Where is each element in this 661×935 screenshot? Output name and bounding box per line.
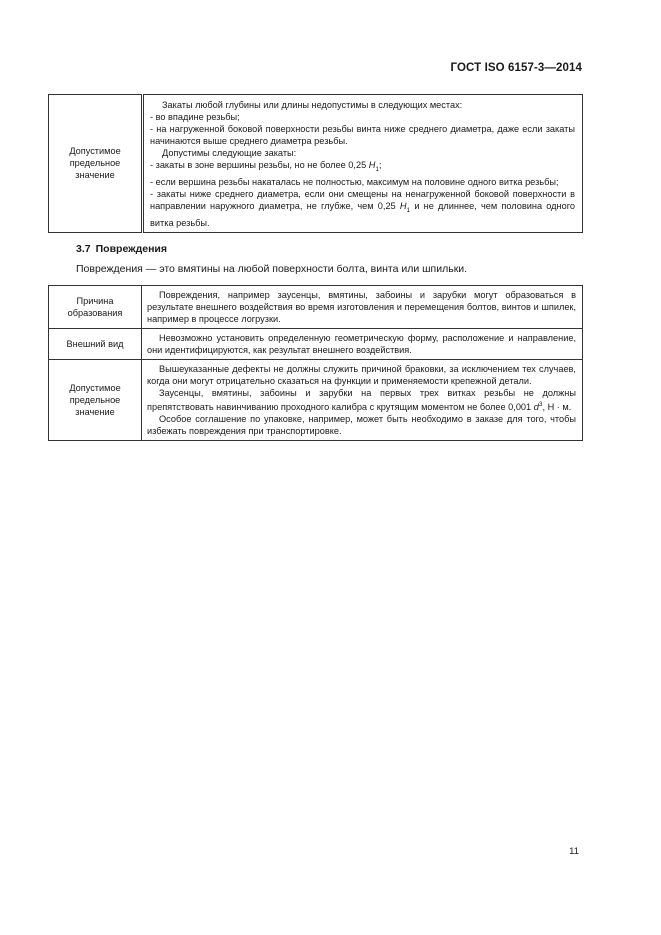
symbol-subscript: 1 (375, 165, 380, 173)
row-label-cause: Причина образования (49, 286, 142, 329)
text-paragraph: Особое соглашение по упаковке, например, может быть необходимо в заказе для того, чтобы избежать повреждения при транспортировке. (147, 414, 576, 437)
page-number: 11 (569, 846, 579, 857)
text-fragment: ; (379, 160, 382, 170)
table-row (49, 329, 583, 360)
section-number: 3.7 (76, 243, 91, 255)
defects-table-rolled-laps (48, 94, 583, 233)
text-fragment: Заусенцы, вмятины, забоины и зарубки на первых трех витках резьбы не должны препятствовать навинчиванию проходного калибра с крутящим моментом не более 0,001 (147, 388, 576, 413)
table-row (49, 360, 583, 441)
damages-table (48, 285, 583, 441)
row-label-permissible-limit: Допустимое предельное значение (49, 95, 143, 233)
text-line: - во впадине резьбы; (150, 112, 240, 122)
row-content-appearance (142, 329, 583, 360)
row-label-appearance: Внешний вид (49, 329, 142, 360)
text-paragraph: Невозможно установить определенную геометрическую форму, расположение и направление, они идентифицируются, как результат внешнего воздействия. (147, 333, 576, 355)
row-label-permissible-limit: Допустимое предельное значение (49, 360, 142, 441)
section-heading: Повреждения (95, 243, 168, 255)
text-line (150, 188, 575, 229)
text-paragraph: Повреждения, например заусенцы, вмятины, забоины и зарубки могут образоваться в результате внешнего воздействия во время изготовления и перемещения болтов, винтов и шпилек, например в процессе логрузки. (147, 290, 576, 324)
text-line (150, 159, 575, 176)
text-line: Допустимы следующие закаты: (162, 148, 297, 158)
row-content-permissible-limit (143, 95, 583, 233)
symbol-subscript: 1 (406, 206, 411, 214)
section-title (76, 243, 167, 255)
table-row (49, 286, 583, 329)
standard-header: ГОСТ ISO 6157-3—2014 (450, 62, 582, 74)
text-line: - на нагруженной боковой поверхности резьбы винта ниже среднего диаметра, даже если закаты начинаются выше среднего диаметра резьбы. (150, 124, 575, 146)
text-paragraph: Вышеуказанные дефекты не должны служить причиной браковки, за исключением тех случаев, когда они могут отрицательно сказаться на функции и применяемости крепежной детали. (147, 364, 576, 386)
text-line: - если вершина резьбы накаталась не полностью, максимум на половине одного витка резьбы; (150, 176, 559, 187)
symbol-d: d (533, 402, 539, 413)
text-fragment: и не длиннее, чем половина одного витка резьбы. (150, 200, 575, 228)
symbol-h: H (368, 160, 376, 170)
text-paragraph (147, 387, 576, 413)
symbol-superscript: 3 (538, 401, 543, 408)
symbol-h: H (399, 200, 407, 211)
text-fragment: - закаты в зоне вершины резьбы, но не более 0,25 (150, 160, 367, 170)
row-content-cause (142, 286, 583, 329)
text-fragment: , Н · м. (542, 402, 572, 413)
text-fragment: - закаты ниже среднего диаметра, если они смещены на ненагруженной боковой поверхности в направлении наружного диаметра, не глубже, чем 0,25 (150, 188, 575, 211)
row-content-permissible-limit (142, 360, 583, 441)
text-line: Закаты любой глубины или длины недопустимы в следующих местах: (162, 100, 463, 110)
table-row (49, 95, 583, 233)
section-intro: Повреждения — это вмятины на любой поверхности болта, винта или шпильки. (76, 263, 468, 275)
